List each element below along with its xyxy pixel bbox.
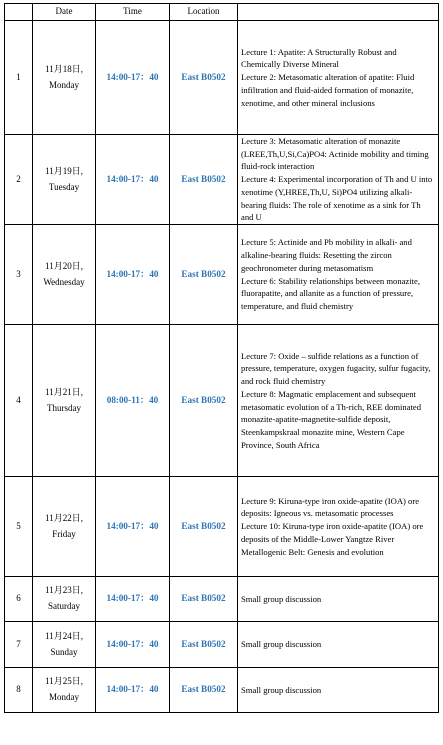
row-number: 1 (5, 21, 33, 135)
date-text: 11月23日, (45, 585, 83, 596)
lecture-cell (238, 325, 439, 477)
table-row (5, 477, 439, 577)
date-text: 11月20日, (45, 260, 83, 271)
date-text: 11月25日, (45, 676, 83, 687)
location-cell: East B0502 (170, 622, 238, 668)
location-cell: East B0502 (170, 477, 238, 577)
time-cell: 14:00-17：40 (96, 225, 170, 325)
row-number: 2 (5, 135, 33, 225)
header-time: Time (96, 4, 170, 21)
location-cell: East B0502 (170, 325, 238, 477)
lecture-line: Lecture 4: Experimental incorporation of Th and U into xenotime (Y,HREE,Th,U, Si)PO4 utilizing alkali-bearing fluids: The role of xenotime as a sink for Th and U (241, 174, 433, 223)
date-cell (33, 622, 96, 668)
time-cell: 08:00-11：40 (96, 325, 170, 477)
lecture-cell (238, 135, 439, 225)
row-number: 5 (5, 477, 33, 577)
lecture-line: Lecture 5: Actinide and Pb mobility in alkali- and alkaline-bearing fluids: Resetting the zircon geochronometer during metasomatism (241, 237, 412, 273)
date-text: 11月21日, (45, 386, 83, 397)
date-cell (33, 225, 96, 325)
header-location: Location (170, 4, 238, 21)
row-number: 8 (5, 668, 33, 713)
weekday-text: Wednesday (43, 276, 85, 287)
lecture-cell (238, 622, 439, 668)
lecture-line: Small group discussion (241, 639, 322, 650)
header-no (5, 4, 33, 21)
table-row (5, 325, 439, 477)
location-cell: East B0502 (170, 577, 238, 622)
date-cell (33, 135, 96, 225)
lecture-line: Lecture 2: Metasomatic alteration of apatite: Fluid infiltration and fluid-aided formation of monazite, xenotime, and other mineral inclusions (241, 72, 415, 108)
time-cell: 14:00-17：40 (96, 21, 170, 135)
weekday-text: Saturday (48, 601, 80, 612)
lecture-line: Lecture 9: Kiruna-type iron oxide-apatite (IOA) ore deposits: Igneous vs. metasomatic processes (241, 495, 420, 519)
date-text: 11月18日, (45, 63, 83, 74)
location-cell: East B0502 (170, 668, 238, 713)
table-row (5, 577, 439, 622)
header-row (5, 4, 439, 21)
header-date: Date (33, 4, 96, 21)
lecture-cell (238, 577, 439, 622)
lecture-line: Lecture 6: Stability relationships between monazite, fluorapatite, and allanite as a function of pressure, temperature, and fluid chemistry (241, 275, 420, 311)
table-row (5, 622, 439, 668)
lecture-line: Small group discussion (241, 684, 322, 695)
time-cell: 14:00-17：40 (96, 622, 170, 668)
weekday-text: Friday (52, 528, 76, 539)
lecture-line: Lecture 7: Oxide – sulfide relations as a function of pressure, temperature, oxygen fugacity, sulfur fugacity, and rock fluid chemistry (241, 350, 431, 387)
lecture-cell (238, 477, 439, 577)
lecture-cell (238, 668, 439, 713)
schedule-table (4, 3, 439, 713)
time-cell: 14:00-17：40 (96, 577, 170, 622)
time-cell: 14:00-17：40 (96, 668, 170, 713)
weekday-text: Monday (49, 79, 79, 90)
table-row (5, 21, 439, 135)
lecture-line: Lecture 8: Magmatic emplacement and subsequent metasomatic evolution of a Th-rich, REE dominated monazite-apatite-magnetite-sulfide deposit, Steenkampskraal monazite mine, Western Cape Province, South Africa (241, 388, 422, 450)
lecture-line: Lecture 3: Metasomatic alteration of monazite (LREE,Th,U,Si,Ca)PO4: Actinide mobility and timing fluid-rock interaction (241, 136, 429, 172)
weekday-text: Tuesday (48, 181, 80, 192)
lecture-line: Lecture 10: Kiruna-type iron oxide-apatite (IOA) ore deposits of the Middle-Lower Yangtze River Metallogenic Belt: Genesis and evolution (241, 521, 424, 557)
weekday-text: Thursday (47, 402, 81, 413)
time-cell: 14:00-17：40 (96, 135, 170, 225)
table-row (5, 135, 439, 225)
location-cell: East B0502 (170, 135, 238, 225)
row-number: 6 (5, 577, 33, 622)
date-cell (33, 21, 96, 135)
header-lectures (238, 4, 439, 21)
row-number: 7 (5, 622, 33, 668)
date-text: 11月24日, (45, 630, 83, 641)
date-cell (33, 477, 96, 577)
lecture-line: Small group discussion (241, 593, 322, 604)
date-text: 11月22日, (45, 512, 83, 523)
date-text: 11月19日, (45, 165, 83, 176)
table-row (5, 225, 439, 325)
date-cell (33, 668, 96, 713)
location-cell: East B0502 (170, 225, 238, 325)
location-cell: East B0502 (170, 21, 238, 135)
lecture-line: Lecture 1: Apatite: A Structurally Robust and Chemically Diverse Mineral (241, 46, 397, 70)
lecture-cell (238, 21, 439, 135)
row-number: 4 (5, 325, 33, 477)
date-cell (33, 577, 96, 622)
lecture-cell (238, 225, 439, 325)
time-cell: 14:00-17：40 (96, 477, 170, 577)
table-row (5, 668, 439, 713)
weekday-text: Sunday (50, 646, 78, 657)
date-cell (33, 325, 96, 477)
weekday-text: Monday (49, 692, 79, 703)
row-number: 3 (5, 225, 33, 325)
